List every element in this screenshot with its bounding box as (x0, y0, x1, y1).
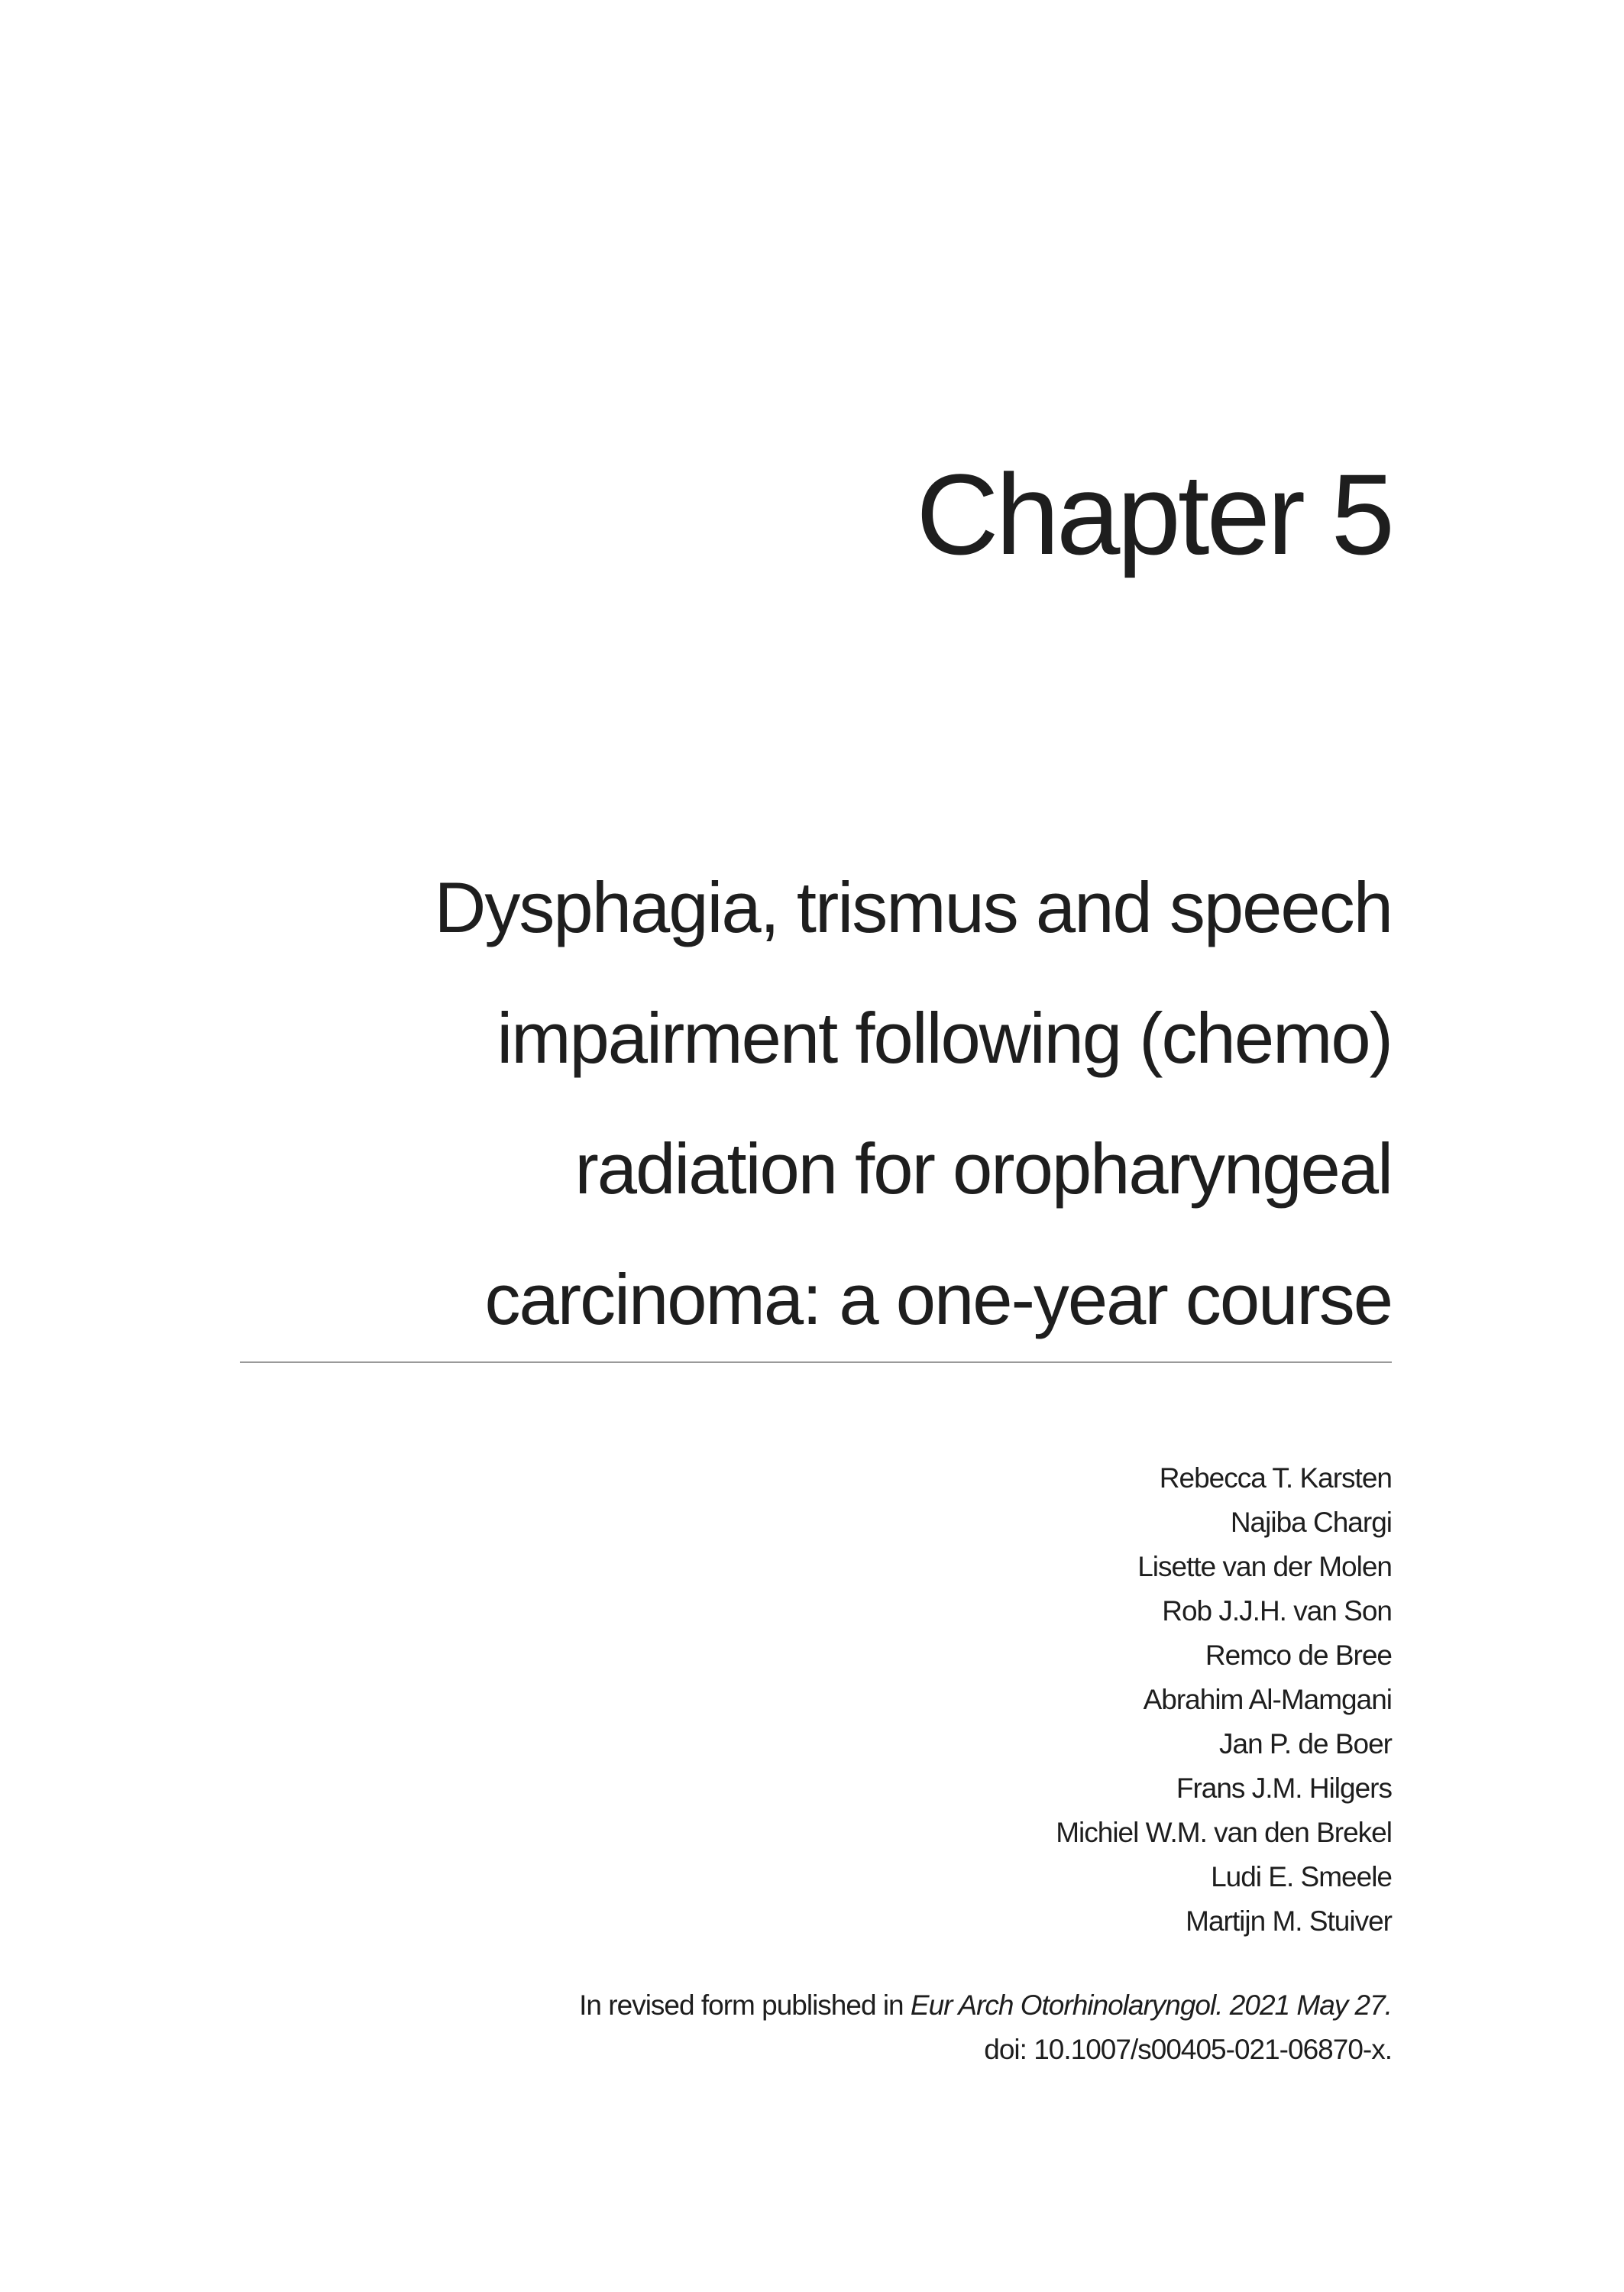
author-list (1056, 1456, 1392, 1944)
title-line: Dysphagia, trismus and speech (434, 867, 1392, 947)
publication-prefix: In revised form published in (579, 1989, 911, 2021)
author-name: Martijn M. Stuiver (1186, 1905, 1392, 1937)
author-name: Ludi E. Smeele (1211, 1861, 1392, 1892)
author-name: Michiel W.M. van den Brekel (1056, 1817, 1392, 1848)
author-name: Frans J.M. Hilgers (1176, 1772, 1392, 1804)
author-name: Najiba Chargi (1230, 1507, 1392, 1538)
author-name: Remco de Bree (1205, 1640, 1392, 1671)
title-line: impairment following (chemo) (497, 998, 1392, 1078)
author-name: Rebecca T. Karsten (1159, 1462, 1392, 1494)
title-line: radiation for oropharyngeal (574, 1128, 1392, 1209)
title-line: carcinoma: a one-year course (484, 1259, 1392, 1339)
title-divider (240, 1361, 1392, 1363)
doi: doi: 10.1007/s00405-021-06870-x. (984, 2034, 1392, 2065)
author-name: Rob J.J.H. van Son (1162, 1595, 1392, 1627)
author-name: Jan P. de Boer (1219, 1728, 1392, 1759)
author-name: Lisette van der Molen (1137, 1551, 1392, 1582)
publication-citation (579, 1983, 1392, 2028)
publication-note (579, 1983, 1392, 2072)
author-name: Abrahim Al-Mamgani (1143, 1684, 1392, 1715)
chapter-label: Chapter 5 (916, 450, 1392, 578)
journal-reference: Eur Arch Otorhinolaryngol. 2021 May 27. (910, 1989, 1392, 2021)
chapter-title (435, 842, 1392, 1365)
